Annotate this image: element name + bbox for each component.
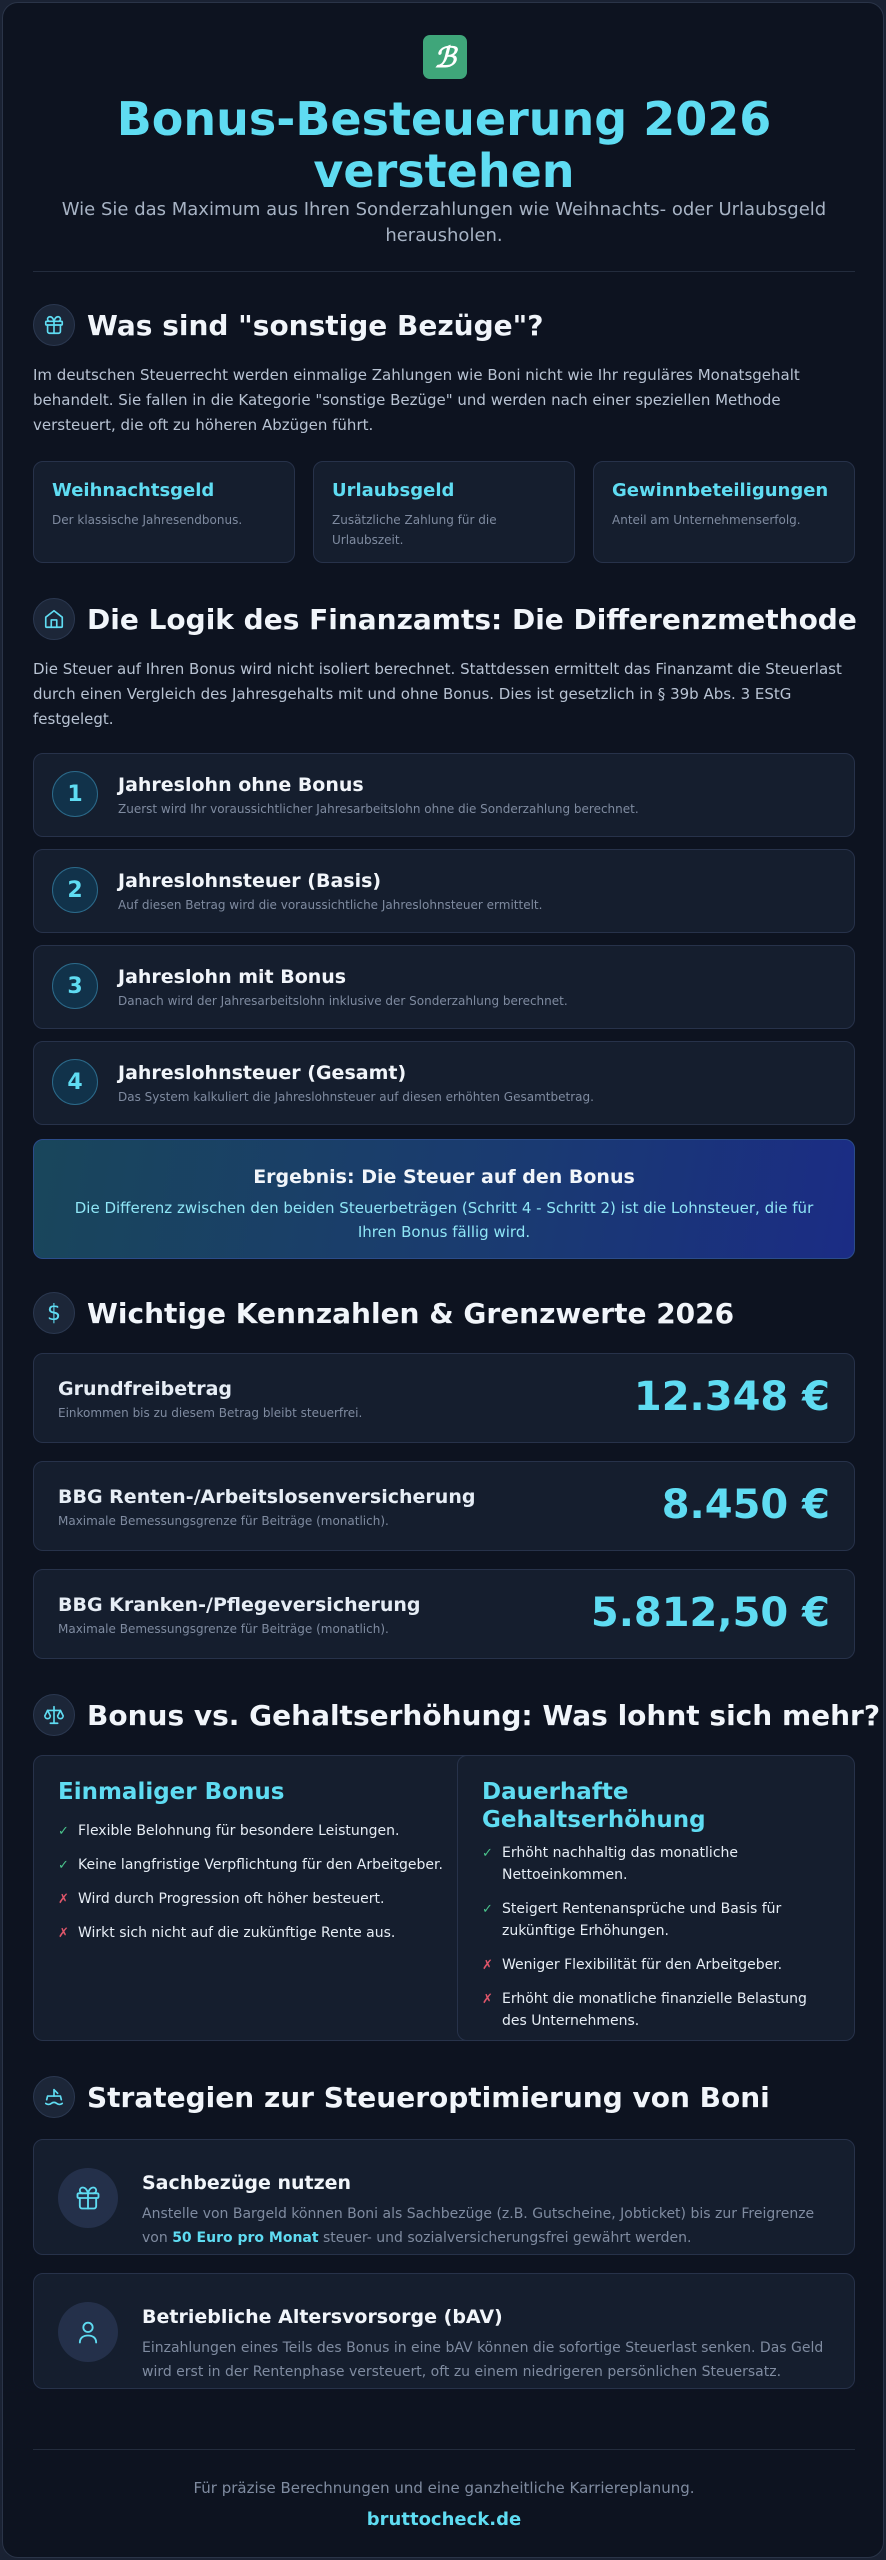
result-text: Die Differenz zwischen den beiden Steuerbeträgen (Schritt 4 - Schritt 2) ist die Lohnsteuer, die für Ihren Bonus fällig wird. — [74, 1199, 814, 1241]
footer-link[interactable]: bruttocheck.de — [366, 2509, 522, 2530]
card-title: Urlaubsgeld — [332, 480, 455, 501]
step-number: 2 — [52, 867, 98, 913]
result-title: Ergebnis: Die Steuer auf den Bonus — [253, 1166, 635, 1188]
page-title: Bonus-Besteuerung 2026 verstehen — [116, 92, 772, 198]
kpi-value: 12.348 € — [633, 1374, 830, 1420]
step-number: 3 — [52, 963, 98, 1009]
step-number: 4 — [52, 1059, 98, 1105]
card-desc: Der klassische Jahresendbonus. — [52, 513, 243, 527]
card-gewinnbeteiligungen — [593, 461, 855, 563]
compare-title: Einmaliger Bonus — [58, 1779, 285, 1805]
check-icon: ✓ — [482, 1846, 493, 1861]
section-heading-vergleich — [33, 1693, 880, 1737]
step-desc: Zuerst wird Ihr voraussichtlicher Jahresarbeitslohn ohne die Sonderzahlung berechnet. — [118, 802, 639, 816]
section-title: Strategien zur Steueroptimierung von Boni — [87, 2080, 770, 2114]
card-title: Weihnachtsgeld — [52, 480, 215, 501]
section-title: Die Logik des Finanzamts: Die Differenzmethode — [87, 602, 857, 636]
card-desc: Zusätzliche Zahlung für die Urlaubszeit. — [332, 513, 497, 547]
kpi-desc: Maximale Bemessungsgrenze für Beiträge (monatlich). — [58, 1622, 389, 1636]
compare-card-bonus — [33, 1755, 479, 2041]
step-title: Jahreslohnsteuer (Basis) — [118, 870, 382, 892]
check-icon: ✓ — [482, 1902, 493, 1917]
kpi-label: BBG Renten-/Arbeitslosenversicherung — [58, 1486, 476, 1508]
compare-item: ✓ Flexible Belohnung für besondere Leistungen. — [58, 1820, 458, 1842]
cross-icon: ✗ — [482, 1958, 493, 1973]
strategy-text: Anstelle von Bargeld können Boni als Sachbezüge (z.B. Gutscheine, Jobticket) bis zur Freigrenze von 50 Euro pro Monat steuer- und sozialversicherungsfrei gewährt werden. — [142, 2206, 815, 2246]
brand-logo — [423, 35, 467, 79]
strategy-title: Betriebliche Altersvorsorge (bAV) — [142, 2306, 503, 2328]
dollar-glyph: $ — [47, 1300, 61, 1326]
kpi-value: 5.812,50 € — [590, 1590, 830, 1636]
page-frame — [2, 2, 884, 2558]
compare-item: ✗ Wird durch Progression oft höher besteuert. — [58, 1888, 458, 1910]
step-card-4 — [33, 1041, 855, 1125]
result-box — [33, 1139, 855, 1259]
compare-list — [58, 1820, 458, 1956]
ligature-b-logo-icon: ℬ — [433, 40, 456, 74]
highlight: 50 Euro pro Monat — [172, 2230, 319, 2246]
page-subtitle: Wie Sie das Maximum aus Ihren Sonderzahlungen wie Weihnachts- oder Urlaubsgeld herausholen. — [61, 199, 827, 246]
kpi-desc: Maximale Bemessungsgrenze für Beiträge (monatlich). — [58, 1514, 389, 1528]
compare-list — [482, 1842, 834, 2044]
step-title: Jahreslohnsteuer (Gesamt) — [118, 1062, 407, 1084]
step-card-2 — [33, 849, 855, 933]
cross-icon: ✗ — [58, 1892, 69, 1907]
strategy-card-bav — [33, 2273, 855, 2389]
kpi-card-grundfreibetrag — [33, 1353, 855, 1443]
section-text: Die Steuer auf Ihren Bonus wird nicht isoliert berechnet. Stattdessen ermittelt das Finanzamt die Steuerlast durch einen Vergleich des Jahresgehalts mit und ohne Bonus. Dies ist gesetzlich in § 39b Abs. 3 EStG festgelegt. — [33, 660, 842, 728]
kpi-card-bbg-kranken — [33, 1569, 855, 1659]
compare-item: ✗ Wirkt sich nicht auf die zukünftige Rente aus. — [58, 1922, 458, 1944]
step-card-3 — [33, 945, 855, 1029]
section-title: Was sind "sonstige Bezüge"? — [87, 308, 544, 342]
compare-title: Dauerhafte Gehaltserhöhung — [482, 1779, 706, 1833]
dollar-icon — [33, 1292, 75, 1334]
kpi-label: Grundfreibetrag — [58, 1378, 233, 1400]
compare-item: ✓ Erhöht nachhaltig das monatliche Nettoeinkommen. — [482, 1845, 739, 1883]
scale-icon — [33, 1694, 75, 1736]
step-desc: Auf diesen Betrag wird die voraussichtliche Jahreslohnsteuer ermittelt. — [118, 898, 543, 912]
strategy-text: Einzahlungen eines Teils des Bonus in eine bAV können die sofortige Steuerlast senken. Das Geld wird erst in der Rentenphase versteuert, oft zu einem niedrigeren persönlichen Steuersatz. — [142, 2340, 824, 2380]
check-icon: ✓ — [58, 1858, 69, 1873]
kpi-desc: Einkommen bis zu diesem Betrag bleibt steuerfrei. — [58, 1406, 363, 1420]
check-icon: ✓ — [58, 1824, 69, 1839]
card-urlaubsgeld — [313, 461, 575, 563]
kpi-label: BBG Kranken-/Pflegeversicherung — [58, 1594, 421, 1616]
step-desc: Danach wird der Jahresarbeitslohn inklusive der Sonderzahlung berechnet. — [118, 994, 568, 1008]
compare-card-gehaltserhoehung — [457, 1755, 855, 2041]
step-desc: Das System kalkuliert die Jahreslohnsteuer auf diesen erhöhten Gesamtbetrag. — [118, 1090, 594, 1104]
section-title: Wichtige Kennzahlen & Grenzwerte 2026 — [87, 1296, 735, 1330]
step-title: Jahreslohn ohne Bonus — [118, 774, 364, 796]
cross-icon: ✗ — [482, 1992, 493, 2007]
card-desc: Anteil am Unternehmenserfolg. — [612, 513, 801, 527]
kpi-value: 8.450 € — [661, 1482, 830, 1528]
section-text: Im deutschen Steuerrecht werden einmalige Zahlungen wie Boni nicht wie Ihr reguläres Monatsgehalt behandelt. Sie fallen in die Kategorie "sonstige Bezüge" und werden nach einer speziellen Methode versteuert, die oft zu höheren Abzügen führt. — [33, 366, 800, 434]
section-heading-kennzahlen — [33, 1291, 734, 1335]
section-title: Bonus vs. Gehaltserhöhung: Was lohnt sich mehr? — [87, 1698, 881, 1732]
compare-item: ✗ Erhöht die monatliche finanzielle Belastung des Unternehmens. — [482, 1991, 807, 2029]
divider — [33, 2449, 855, 2450]
gift-icon — [58, 2168, 118, 2228]
step-number: 1 — [52, 771, 98, 817]
divider — [33, 271, 855, 272]
card-weihnachtsgeld — [33, 461, 295, 563]
strategy-card-sachbezuege — [33, 2139, 855, 2255]
gift-icon — [33, 304, 75, 346]
compare-item: ✓ Keine langfristige Verpflichtung für den Arbeitgeber. — [58, 1854, 458, 1876]
person-icon — [58, 2302, 118, 2362]
section-heading-strategien — [33, 2075, 770, 2119]
section-heading-sonstige-bezuege — [33, 303, 543, 347]
section-heading-differenzmethode — [33, 597, 857, 641]
footer-text: Für präzise Berechnungen und eine ganzheitliche Karriereplanung. — [193, 2479, 695, 2497]
kpi-card-bbg-rente — [33, 1461, 855, 1551]
compare-item: ✗ Weniger Flexibilität für den Arbeitgeber. — [482, 1954, 834, 1976]
compare-item: ✓ Steigert Rentenansprüche und Basis für zukünftige Erhöhungen. — [482, 1901, 782, 1939]
cross-icon: ✗ — [58, 1926, 69, 1941]
step-title: Jahreslohn mit Bonus — [118, 966, 347, 988]
ship-icon — [33, 2076, 75, 2118]
card-title: Gewinnbeteiligungen — [612, 480, 829, 501]
step-card-1 — [33, 753, 855, 837]
building-icon — [33, 598, 75, 640]
strategy-title: Sachbezüge nutzen — [142, 2172, 352, 2194]
